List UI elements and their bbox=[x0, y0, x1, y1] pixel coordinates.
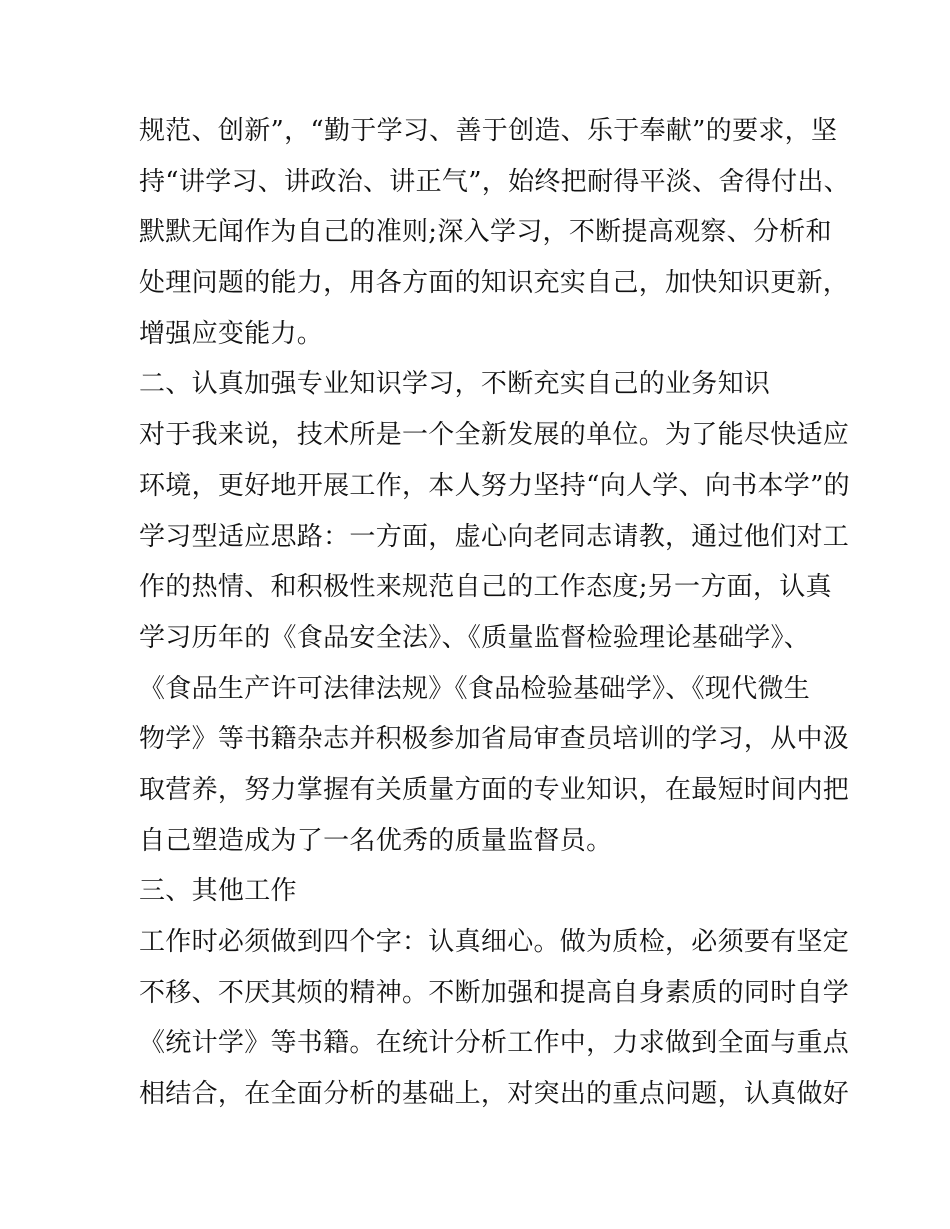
text-line: 工作时必须做到四个字：认真细心。做为质检，必须要有坚定 bbox=[139, 927, 850, 957]
text-line: 对于我来说，技术所是一个全新发展的单位。为了能尽快适应 bbox=[139, 420, 850, 451]
text-line: 《食品生产许可法律法规》《食品检验基础学》、《现代微生 bbox=[139, 673, 811, 704]
text-line: 默默无闻作为自己的准则;深入学习，不断提高观察、分析和 bbox=[139, 217, 832, 248]
text-line: 作的热情、和积极性来规范自己的工作态度;另一方面，认真 bbox=[139, 572, 832, 603]
text-line: 不移、不厌其烦的精神。不断加强和提高自身素质的同时自学 bbox=[139, 977, 850, 1008]
text-line: 学习型适应思路：一方面，虚心向老同志请教，通过他们对工 bbox=[139, 521, 850, 552]
section-heading: 二、认真加强专业知识学习，不断充实自己的业务知识 bbox=[139, 369, 771, 400]
text-line: 相结合，在全面分析的基础上，对突出的重点问题，认真做好 bbox=[139, 1079, 850, 1110]
text-line: 持“讲学习、讲政治、讲正气”，始终把耐得平淡、舍得付出、 bbox=[139, 166, 850, 197]
text-line: 物学》等书籍杂志并积极参加省局审查员培训的学习，从中汲 bbox=[139, 724, 850, 755]
document-body bbox=[139, 106, 850, 1120]
text-line: 环境，更好地开展工作，本人努力坚持“向人学、向书本学”的 bbox=[139, 470, 850, 501]
text-line: 规范、创新”，“勤于学习、善于创造、乐于奉献”的要求，坚 bbox=[139, 116, 838, 146]
text-line: 《统计学》等书籍。在统计分析工作中，力求做到全面与重点 bbox=[139, 1028, 850, 1059]
text-line: 学习历年的《食品安全法》、《质量监督检验理论基础学》、 bbox=[139, 622, 811, 653]
text-line: 增强应变能力。 bbox=[139, 318, 324, 349]
text-line: 自己塑造成为了一名优秀的质量监督员。 bbox=[139, 825, 613, 856]
text-line: 取营养，努力掌握有关质量方面的专业知识，在最短时间内把 bbox=[139, 774, 850, 805]
text-line: 处理问题的能力，用各方面的知识充实自己，加快知识更新， bbox=[139, 268, 850, 299]
section-heading: 三、其他工作 bbox=[139, 876, 297, 907]
